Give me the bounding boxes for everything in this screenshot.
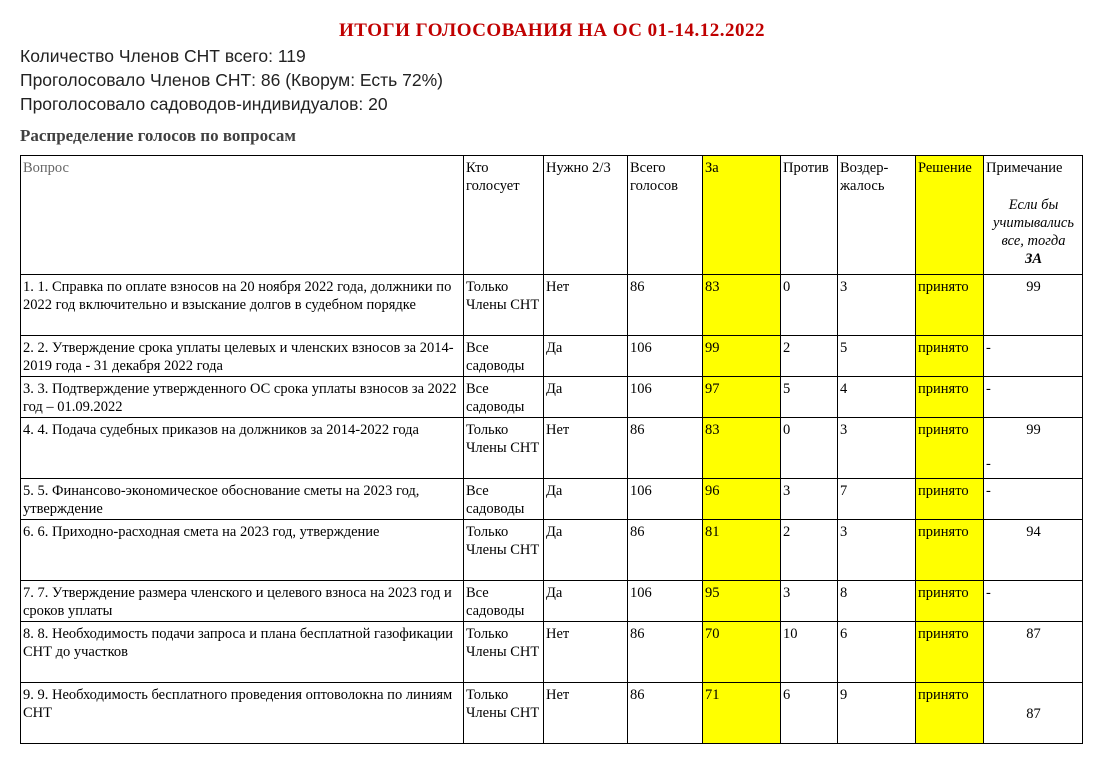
header-za: За	[703, 156, 781, 275]
cell-against: 0	[781, 275, 838, 336]
header-total: Всего голосов	[628, 156, 703, 275]
cell-question: 5. 5. Финансово-экономическое обоснование сметы на 2023 год, утверждение	[21, 479, 464, 520]
cell-question: 7. 7. Утверждение размера членского и целевого взноса на 2023 год и сроков уплаты	[21, 581, 464, 622]
cell-abstain: 3	[838, 275, 916, 336]
header-need: Нужно 2/3	[544, 156, 628, 275]
cell-total: 86	[628, 683, 703, 744]
cell-za: 97	[703, 377, 781, 418]
cell-against: 3	[781, 479, 838, 520]
cell-question: 6. 6. Приходно-расходная смета на 2023 год, утверждение	[21, 520, 464, 581]
cell-abstain: 8	[838, 581, 916, 622]
cell-question: 8. 8. Необходимость подачи запроса и плана бесплатной газофикации СНТ до участков	[21, 622, 464, 683]
cell-total: 86	[628, 520, 703, 581]
cell-who: Только Члены СНТ	[464, 622, 544, 683]
cell-total: 106	[628, 479, 703, 520]
table-row	[21, 479, 1083, 520]
cell-decision: принято	[916, 622, 984, 683]
members-voted: Проголосовало Членов СНТ: 86 (Кворум: Есть 72%)	[20, 70, 443, 90]
cell-za: 81	[703, 520, 781, 581]
cell-za: 83	[703, 418, 781, 479]
cell-against: 0	[781, 418, 838, 479]
cell-need: Нет	[544, 275, 628, 336]
cell-decision: принято	[916, 520, 984, 581]
cell-decision: принято	[916, 275, 984, 336]
table-row	[21, 275, 1083, 336]
cell-who: Все садоводы	[464, 479, 544, 520]
cell-decision: принято	[916, 377, 984, 418]
cell-total: 86	[628, 275, 703, 336]
cell-need: Нет	[544, 683, 628, 744]
cell-za: 70	[703, 622, 781, 683]
cell-against: 10	[781, 622, 838, 683]
header-note	[984, 156, 1083, 275]
cell-abstain: 7	[838, 479, 916, 520]
table-row	[21, 418, 1083, 479]
cell-need: Да	[544, 520, 628, 581]
cell-decision: принято	[916, 336, 984, 377]
cell-total: 106	[628, 336, 703, 377]
cell-note: -	[984, 336, 1083, 377]
cell-total: 106	[628, 377, 703, 418]
cell-who: Только Члены СНТ	[464, 683, 544, 744]
cell-note: 94	[984, 520, 1083, 581]
cell-need: Нет	[544, 418, 628, 479]
cell-question: 9. 9. Необходимость бесплатного проведения оптоволокна по линиям СНТ	[21, 683, 464, 744]
header-question: Вопрос	[21, 156, 464, 275]
cell-za: 95	[703, 581, 781, 622]
cell-abstain: 6	[838, 622, 916, 683]
cell-total: 86	[628, 622, 703, 683]
cell-za: 96	[703, 479, 781, 520]
cell-decision: принято	[916, 683, 984, 744]
table-row	[21, 336, 1083, 377]
cell-abstain: 4	[838, 377, 916, 418]
cell-against: 3	[781, 581, 838, 622]
header-against: Против	[781, 156, 838, 275]
cell-need: Нет	[544, 622, 628, 683]
table-row	[21, 377, 1083, 418]
table-row	[21, 581, 1083, 622]
cell-question: 4. 4. Подача судебных приказов на должников за 2014-2022 года	[21, 418, 464, 479]
cell-against: 2	[781, 336, 838, 377]
cell-za: 83	[703, 275, 781, 336]
note-extra: -	[986, 456, 991, 472]
cell-who: Все садоводы	[464, 581, 544, 622]
cell-need: Да	[544, 377, 628, 418]
table-row	[21, 622, 1083, 683]
cell-note: 99	[984, 275, 1083, 336]
votes-table	[20, 155, 1083, 744]
cell-who: Только Члены СНТ	[464, 520, 544, 581]
cell-who: Только Члены СНТ	[464, 275, 544, 336]
cell-against: 2	[781, 520, 838, 581]
cell-who: Все садоводы	[464, 377, 544, 418]
cell-note: 87	[984, 622, 1083, 683]
cell-who: Все садоводы	[464, 336, 544, 377]
cell-note: -	[984, 581, 1083, 622]
cell-note: -	[984, 479, 1083, 520]
individuals-voted: Проголосовало садоводов-индивидуалов: 20	[20, 94, 388, 114]
header-decision: Решение	[916, 156, 984, 275]
members-total: Количество Членов СНТ всего: 119	[20, 46, 306, 66]
cell-question: 3. 3. Подтверждение утвержденного ОС срока уплаты взносов за 2022 год – 01.09.2022	[21, 377, 464, 418]
header-note-sub: Если бы учитывались все, тогда ЗА	[993, 197, 1074, 267]
note-value: 99	[1026, 422, 1041, 438]
cell-za: 99	[703, 336, 781, 377]
page-title: ИТОГИ ГОЛОСОВАНИЯ НА ОС 01-14.12.2022	[339, 20, 765, 41]
cell-total: 86	[628, 418, 703, 479]
table-header-row	[21, 156, 1083, 275]
summary-info	[20, 44, 443, 116]
cell-abstain: 5	[838, 336, 916, 377]
cell-abstain: 3	[838, 418, 916, 479]
cell-note: 87	[984, 683, 1083, 744]
header-who: Кто голосует	[464, 156, 544, 275]
cell-decision: принято	[916, 581, 984, 622]
cell-who: Только Члены СНТ	[464, 418, 544, 479]
cell-abstain: 9	[838, 683, 916, 744]
cell-against: 5	[781, 377, 838, 418]
cell-abstain: 3	[838, 520, 916, 581]
cell-decision: принято	[916, 418, 984, 479]
cell-za: 71	[703, 683, 781, 744]
cell-total: 106	[628, 581, 703, 622]
cell-note: -	[984, 377, 1083, 418]
cell-question: 1. 1. Справка по оплате взносов на 20 ноября 2022 года, должники по 2022 год включительно и взыскание долгов в судебном порядке	[21, 275, 464, 336]
cell-need: Да	[544, 479, 628, 520]
cell-note	[984, 418, 1083, 479]
cell-against: 6	[781, 683, 838, 744]
cell-decision: принято	[916, 479, 984, 520]
cell-need: Да	[544, 581, 628, 622]
cell-need: Да	[544, 336, 628, 377]
table-row	[21, 683, 1083, 744]
table-row	[21, 520, 1083, 581]
section-heading: Распределение голосов по вопросам	[20, 126, 296, 145]
header-note-label: Примечание	[986, 160, 1063, 176]
header-abstain: Воздер-жалось	[838, 156, 916, 275]
cell-question: 2. 2. Утверждение срока уплаты целевых и членских взносов за 2014-2019 года - 31 декабря 2022 года	[21, 336, 464, 377]
